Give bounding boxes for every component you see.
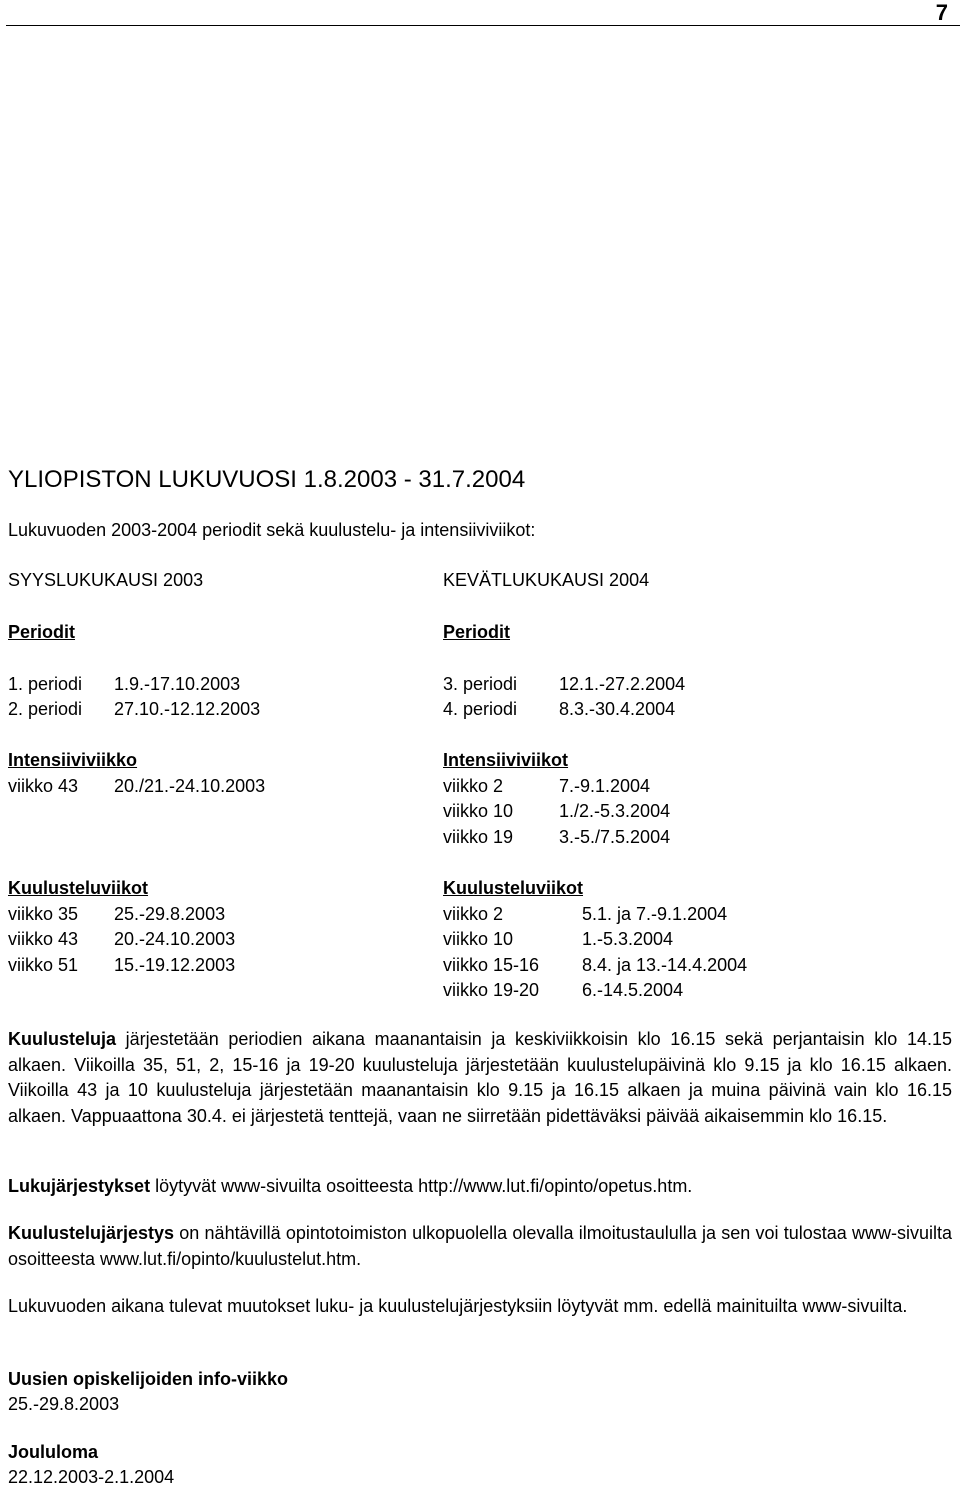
exam-dates: 20.-24.10.2003 [114, 929, 236, 949]
intensive-week: viikko 43 [8, 776, 79, 796]
exam-week: viikko 35 [8, 904, 79, 924]
period-dates: 27.10.-12.12.2003 [114, 699, 261, 719]
christmas-heading: Joululoma [8, 1442, 99, 1462]
exam-week: viikko 15-16 [443, 955, 540, 975]
info-week-dates: 25.-29.8.2003 [8, 1394, 120, 1414]
spring-heading: KEVÄTLUKUKAUSI 2004 [443, 570, 650, 590]
intensive-week: viikko 10 [443, 801, 514, 821]
spring-intensive-heading: Intensiiviviikot [443, 750, 569, 770]
exams-text: järjestetään periodien aikana maanantaisin ja keskiviikkoisin klo 16.15 sekä perjantaisin klo 14.15 alkaen. Viikoilla 35, 51, 2, 15-16 ja 19-20 kuulusteluja järjestetään kuulustelupäivinä klo 9.15 ja klo 16.15 alkaen. Viikoilla 43 ja 10 kuulusteluja järjestetään maanantaisin klo 9.15 ja 16.15 alkaen ja muina päivinä vain klo 16.15 alkaen. Vappuaattona 30.4. ei järjestetä tenttejä, vaan ne siirretään pidettäväksi päivää aikaisemmin klo 16.15. [8, 1029, 952, 1126]
schedules-paragraph [8, 1174, 952, 1200]
period-dates: 8.3.-30.4.2004 [559, 699, 676, 719]
exam-week: viikko 43 [8, 929, 79, 949]
period-name: 4. periodi [443, 699, 518, 719]
schedules-lead: Lukujärjestykset [8, 1176, 151, 1196]
period-name: 2. periodi [8, 699, 83, 719]
exam-week: viikko 51 [8, 955, 79, 975]
exam-dates: 15.-19.12.2003 [114, 955, 236, 975]
autumn-exam-heading: Kuulusteluviikot [8, 878, 149, 898]
exam-week: viikko 2 [443, 904, 504, 924]
intensive-week: viikko 19 [443, 827, 514, 847]
autumn-periods-heading: Periodit [8, 622, 76, 642]
exam-dates: 1.-5.3.2004 [582, 929, 674, 949]
intensive-dates: 20./21.-24.10.2003 [114, 776, 266, 796]
exam-dates: 5.1. ja 7.-9.1.2004 [582, 904, 728, 924]
schedules-text: löytyvät www-sivuilta osoitteesta http://www.lut.fi/opinto/opetus.htm. [150, 1176, 693, 1196]
exams-lead: Kuulusteluja [8, 1029, 117, 1049]
autumn-heading: SYYSLUKUKAUSI 2003 [8, 570, 204, 590]
exam-dates: 6.-14.5.2004 [582, 980, 684, 1000]
header-rule [6, 25, 960, 26]
period-dates: 12.1.-27.2.2004 [559, 674, 686, 694]
page-title: YLIOPISTON LUKUVUOSI 1.8.2003 - 31.7.2004 [8, 466, 526, 493]
exam-dates: 8.4. ja 13.-14.4.2004 [582, 955, 748, 975]
period-name: 1. periodi [8, 674, 83, 694]
spring-exam-heading: Kuulusteluviikot [443, 878, 584, 898]
intensive-week: viikko 2 [443, 776, 504, 796]
exam-schedule-lead: Kuulustelujärjestys [8, 1223, 175, 1243]
info-week-heading: Uusien opiskelijoiden info-viikko [8, 1369, 289, 1389]
exam-schedule-paragraph [8, 1221, 952, 1272]
period-name: 3. periodi [443, 674, 518, 694]
spring-periods-heading: Periodit [443, 622, 511, 642]
changes-paragraph: Lukuvuoden aikana tulevat muutokset luku- ja kuulustelujärjestyksiin löytyvät mm. edellä mainituilta www-sivuilta. [8, 1296, 908, 1316]
intensive-dates: 3.-5./7.5.2004 [559, 827, 671, 847]
exams-paragraph [8, 1027, 952, 1129]
christmas-dates: 22.12.2003-2.1.2004 [8, 1467, 175, 1487]
autumn-intensive-heading: Intensiiviviikko [8, 750, 138, 770]
page-number: 7 [935, 0, 948, 25]
exam-schedule-text: on nähtävillä opintotoimiston ulkopuolella olevalla ilmoitustaululla ja sen voi tulostaa www-sivuilta osoitteesta www.lut.fi/opinto/kuulustelut.htm. [8, 1223, 952, 1269]
exam-week: viikko 19-20 [443, 980, 540, 1000]
exam-dates: 25.-29.8.2003 [114, 904, 226, 924]
subtitle: Lukuvuoden 2003-2004 periodit sekä kuulustelu- ja intensiiviviikot: [8, 520, 536, 540]
intensive-dates: 7.-9.1.2004 [559, 776, 651, 796]
intensive-dates: 1./2.-5.3.2004 [559, 801, 671, 821]
exam-week: viikko 10 [443, 929, 514, 949]
period-dates: 1.9.-17.10.2003 [114, 674, 241, 694]
